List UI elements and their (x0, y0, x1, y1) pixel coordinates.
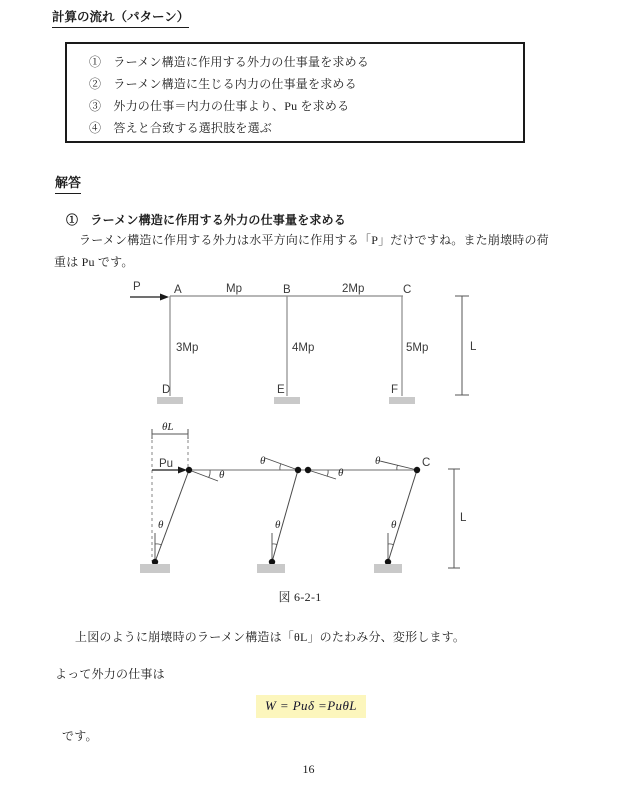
moment-ab-label: Mp (226, 283, 242, 295)
height-label: L (470, 341, 477, 353)
theta-label: θ (158, 519, 164, 531)
paragraph-line: よって外力の仕事は (55, 667, 165, 681)
work-formula: W = Puδ =PuθL (256, 695, 366, 718)
columns-rotated (155, 470, 417, 562)
node-d-label: D (162, 384, 171, 396)
height-label: L (460, 512, 467, 524)
step-item-2: ② ラーメン構造に生じる内力の仕事量を求める (89, 77, 357, 91)
guide-dashed-lines (152, 434, 188, 561)
moment-bc-label: 2Mp (342, 283, 365, 295)
page-title: 計算の流れ（パターン） (52, 7, 189, 28)
support-left (140, 564, 170, 573)
figure-caption: 図 6-2-1 (278, 590, 322, 604)
node-c-label: C (422, 457, 431, 469)
node-b-label: B (283, 284, 291, 296)
page-number: 16 (302, 762, 315, 776)
frame-diagram (120, 278, 485, 410)
moment-be-label: 4Mp (292, 342, 315, 354)
arrow-head-icon (160, 294, 169, 301)
step-item-4: ④ 答えと合致する選択肢を選ぶ (89, 121, 273, 135)
theta-label: θ (275, 519, 281, 531)
calculation-steps-box (65, 42, 525, 143)
arrow-head-icon (178, 467, 187, 474)
support-middle (257, 564, 285, 573)
node-e-label: E (277, 384, 285, 396)
theta-label: θ (391, 519, 397, 531)
theta-label: θ (338, 467, 344, 479)
load-label: Pu (159, 458, 174, 470)
support-d (157, 397, 183, 404)
paragraph-line: 重は Pu です。 (54, 255, 134, 269)
deflection-label: θL (162, 421, 174, 433)
step-item-3: ③ 外力の仕事＝内力の仕事より、Pu を求める (89, 99, 350, 113)
rotation-reference-lines (155, 458, 417, 562)
support-f (389, 397, 415, 404)
answer-heading: 解答 (55, 172, 81, 194)
paragraph-line: です。 (62, 729, 98, 743)
frame-members (170, 296, 403, 396)
supports (140, 564, 402, 573)
node-a-label: A (174, 284, 182, 296)
moment-ad-label: 3Mp (176, 342, 199, 354)
dimension-line (448, 469, 460, 568)
moment-cf-label: 5Mp (406, 342, 429, 354)
paragraph-line: ラーメン構造に作用する外力は水平方向に作用する「P」だけですね。また崩壊時の荷 (79, 233, 549, 247)
angle-arcs (155, 464, 398, 545)
paragraph-line: 上図のように崩壊時のラーメン構造は「θL」のたわみ分、変形します。 (75, 630, 466, 644)
node-f-label: F (391, 384, 399, 396)
support-e (274, 397, 300, 404)
dimension-line (455, 296, 469, 395)
theta-label: θ (260, 455, 266, 467)
load-arrow (130, 294, 169, 301)
step-item-1: ① ラーメン構造に作用する外力の仕事量を求める (89, 55, 370, 69)
plastic-hinges (152, 467, 420, 565)
node-c-label: C (403, 284, 412, 296)
step1-heading: ① ラーメン構造に作用する外力の仕事量を求める (66, 213, 347, 227)
load-label: P (133, 281, 141, 293)
support-right (374, 564, 402, 573)
collapse-mechanism-diagram (130, 420, 470, 578)
supports (157, 397, 415, 404)
theta-label: θ (375, 455, 381, 467)
theta-label: θ (219, 469, 225, 481)
